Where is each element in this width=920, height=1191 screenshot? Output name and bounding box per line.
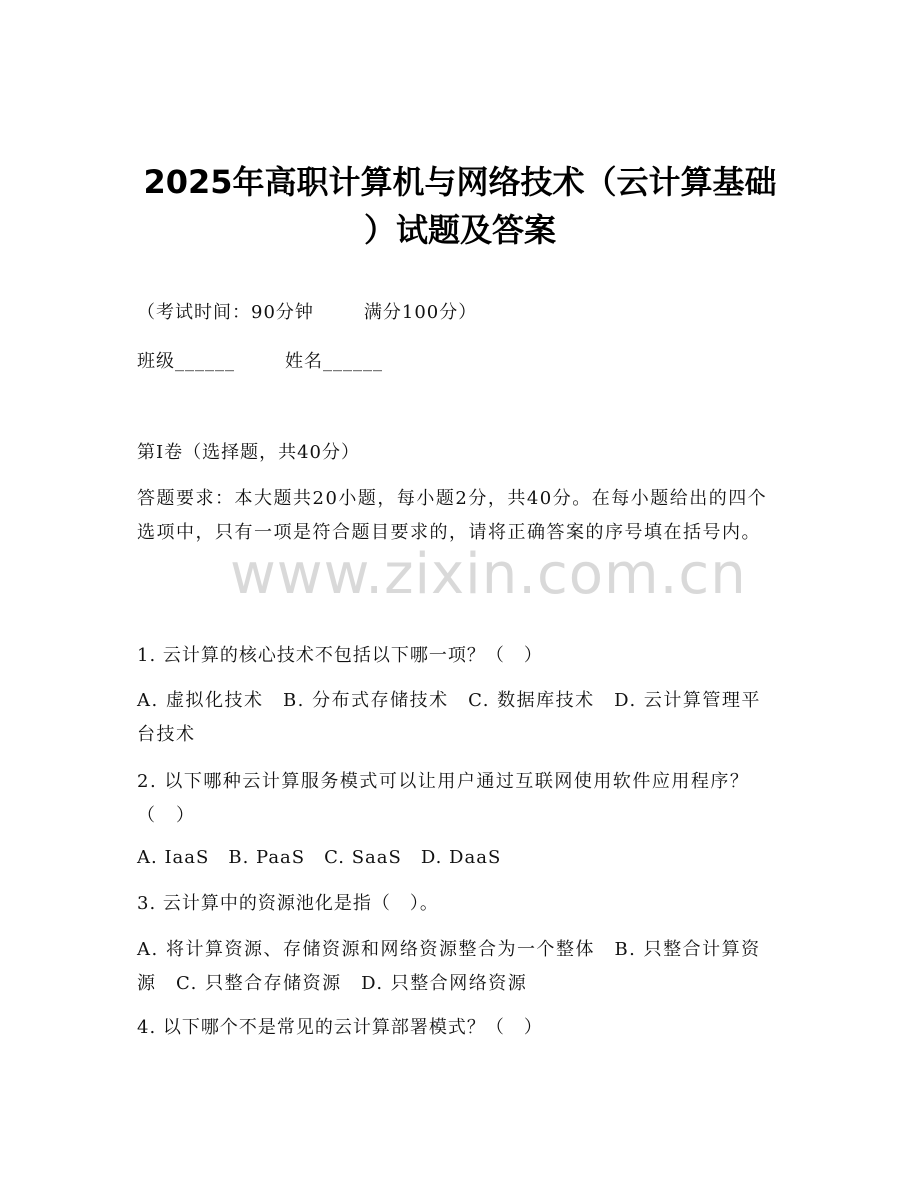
document-title-line-1: 2025年高职计算机与网络技术（云计算基础	[143, 163, 777, 201]
question-3-stem: 3. 云计算中的资源池化是指（ ）。	[137, 893, 439, 914]
question-2-stem: 2. 以下哪种云计算服务模式可以让用户通过互联网使用软件应用程序？（ ）	[137, 771, 750, 826]
exam-score: 满分100分）	[363, 302, 478, 323]
question-1-stem: 1. 云计算的核心技术不包括以下哪一项？（ ）	[137, 645, 543, 666]
question-2-options: A. IaaS B. PaaS C. SaaS D. DaaS	[137, 847, 502, 868]
document-title-line-2: ）试题及答案	[363, 211, 556, 249]
class-field: 班级______	[137, 351, 235, 372]
section-heading: 第I卷（选择题，共40分）	[137, 442, 361, 463]
section-instructions: 答题要求：本大题共20小题，每小题2分，共40分。在每小题给出的四个选项中，只有一项是符合题目要求的，请将正确答案的序号填在括号内。	[137, 488, 768, 543]
question-3-options: A. 将计算资源、存储资源和网络资源整合为一个整体 B. 只整合计算资源 C. 只整合存储资源 D. 只整合网络资源	[137, 939, 761, 994]
exam-info	[137, 300, 787, 326]
question-4-stem: 4. 以下哪个不是常见的云计算部署模式？（ ）	[137, 1017, 543, 1038]
student-info	[137, 349, 787, 375]
watermark: www.zixin.com.cn	[230, 542, 747, 607]
exam-time: （考试时间：90分钟	[137, 302, 314, 323]
question-1-options: A. 虚拟化技术 B. 分布式存储技术 C. 数据库技术 D. 云计算管理平台技术	[137, 690, 761, 745]
name-field: 姓名______	[285, 351, 383, 372]
